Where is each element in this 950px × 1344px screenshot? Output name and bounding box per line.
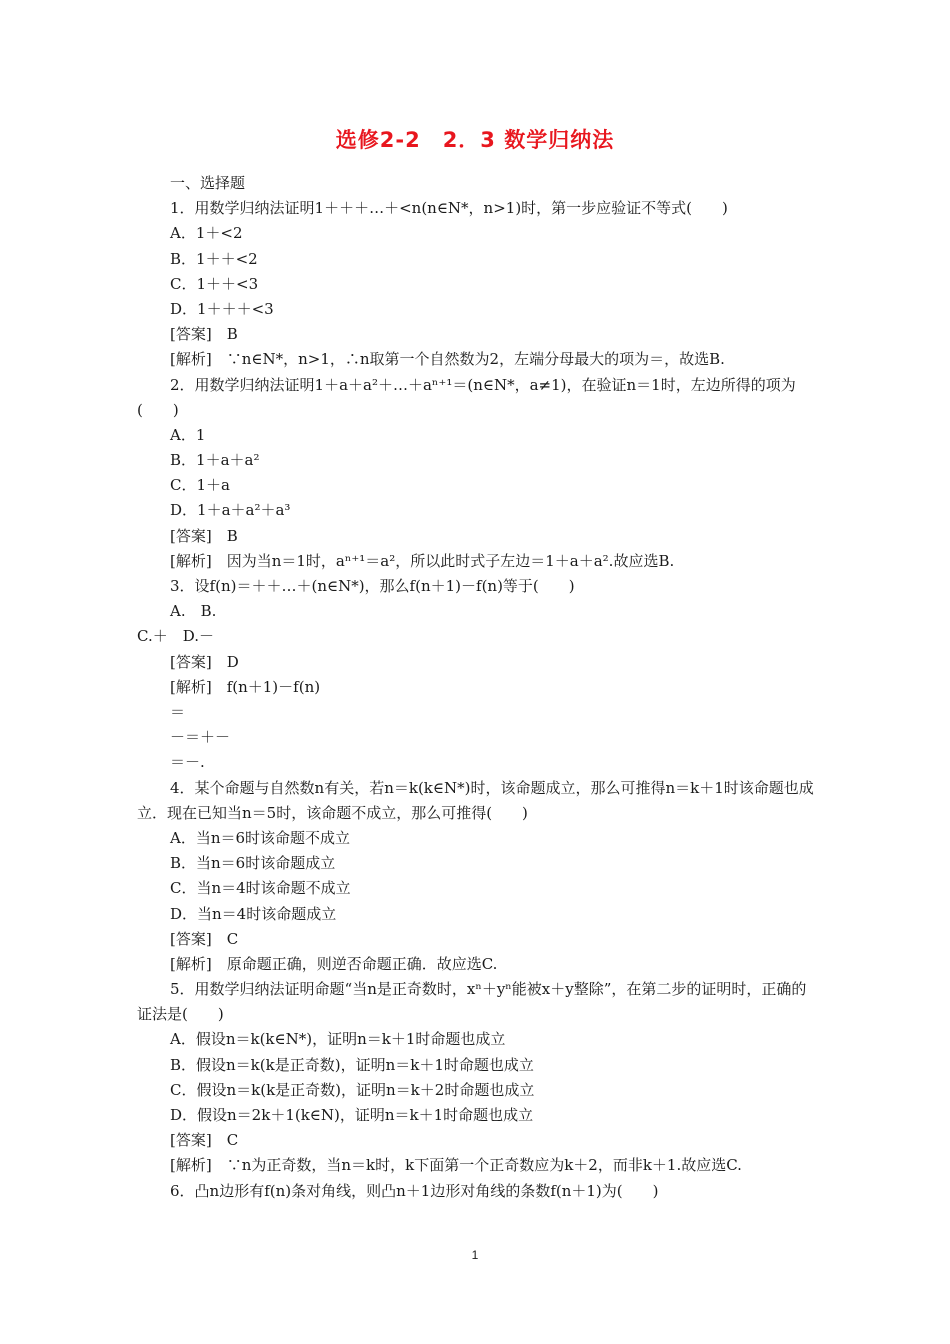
text-line: ＝－. <box>170 753 205 772</box>
text-line: C．1＋＋<3 <box>170 274 259 293</box>
text-line: D．1＋＋＋<3 <box>170 299 274 318</box>
text-line: D．1＋a＋a²＋a³ <box>170 501 291 520</box>
text-line: C.＋ D.－ <box>137 627 214 646</box>
text-line: 6．凸n边形有f(n)条对角线，则凸n＋1边形对角线的条数f(n＋1)为( ) <box>170 1181 659 1200</box>
text-line: 4．某个命题与自然数n有关，若n＝k(k∈N*)时，该命题成立，那么可推得n＝k＋1时该命题也成立．现在已知当n＝5时，该命题不成立，那么可推得( ) <box>137 778 814 822</box>
text-line: [答案] B <box>170 526 238 545</box>
text-line: 1．用数学归纳法证明1＋＋＋…＋<n(n∈N*，n>1)时，第一步应验证不等式( ) <box>170 199 728 218</box>
text-line: A．假设n＝k(k∈N*)，证明n＝k＋1时命题也成立 <box>170 1030 506 1049</box>
text-line: [解析] ∵n为正奇数，当n＝k时，k下面第一个正奇数应为k＋2，而非k＋1.故应选C. <box>170 1156 742 1175</box>
text-line: B．1＋a＋a² <box>170 451 260 470</box>
text-line: B．当n＝6时该命题成立 <box>170 854 336 873</box>
text-line: 5．用数学归纳法证明命题“当n是正奇数时，xⁿ＋yⁿ能被x＋y整除”，在第二步的证明时，正确的证法是( ) <box>137 980 807 1024</box>
text-line: D．假设n＝2k＋1(k∈N)，证明n＝k＋1时命题也成立 <box>170 1106 534 1125</box>
text-line: C．假设n＝k(k是正奇数)，证明n＝k＋2时命题也成立 <box>170 1080 535 1099</box>
text-line: A. B. <box>170 602 217 621</box>
document-body <box>137 171 821 1204</box>
text-line: 一、选择题 <box>170 174 246 192</box>
text-line: A．1 <box>170 425 206 444</box>
text-line: [解析] f(n＋1)－f(n) <box>170 677 321 696</box>
text-line: [答案] B <box>170 325 238 344</box>
text-line: D．当n＝4时该命题成立 <box>170 904 337 923</box>
text-line: ＝ <box>170 702 186 721</box>
text-line: 2．用数学归纳法证明1＋a＋a²＋…＋aⁿ⁺¹＝(n∈N*，a≠1)，在验证n＝1时，左边所得的项为( ) <box>137 375 796 419</box>
text-line: C．当n＝4时该命题不成立 <box>170 879 351 898</box>
page-title: 选修2-2 2．3 数学归纳法 <box>335 128 615 152</box>
text-line: C．1＋a <box>170 476 230 495</box>
text-line: －＝＋－ <box>170 728 231 747</box>
text-line: [答案] D <box>170 652 239 671</box>
text-line: [解析] ∵n∈N*，n>1，∴n取第一个自然数为2，左端分母最大的项为＝，故选B. <box>170 350 725 369</box>
page-number: 1 <box>471 1248 479 1262</box>
text-line: A．当n＝6时该命题不成立 <box>170 828 351 847</box>
text-line: [解析] 因为当n＝1时，aⁿ⁺¹＝a²，所以此时式子左边＝1＋a＋a².故应选B. <box>170 551 675 570</box>
text-line: [解析] 原命题正确，则逆否命题正确．故应选C. <box>170 954 498 973</box>
text-line: [答案] C <box>170 929 239 948</box>
text-line: B．假设n＝k(k是正奇数)，证明n＝k＋1时命题也成立 <box>170 1055 534 1074</box>
text-line: B．1＋＋<2 <box>170 249 258 268</box>
text-line: A．1＋<2 <box>170 224 243 243</box>
text-line: [答案] C <box>170 1131 239 1150</box>
text-line: 3．设f(n)＝＋＋…＋(n∈N*)，那么f(n＋1)－f(n)等于( ) <box>170 577 575 596</box>
